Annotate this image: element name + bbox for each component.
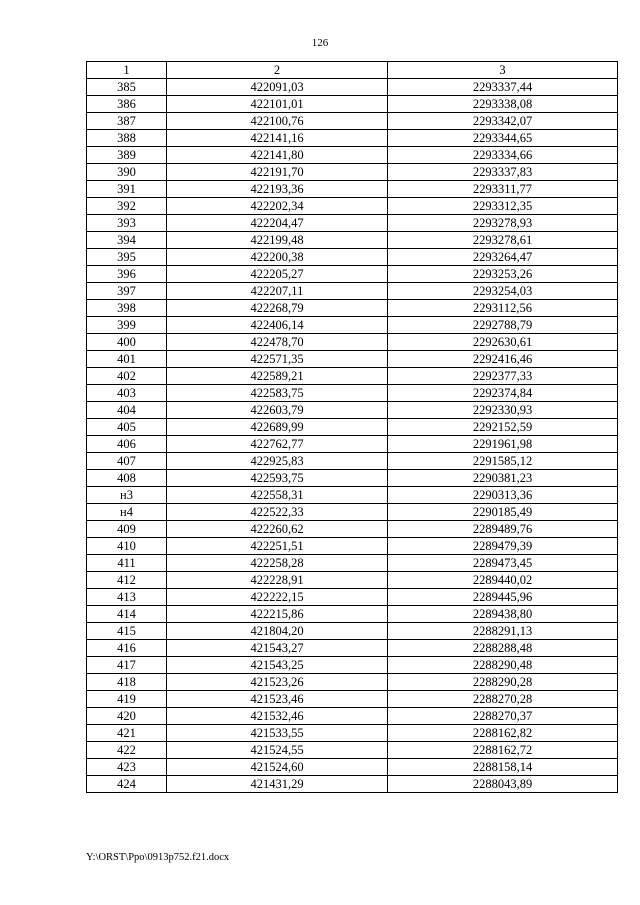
x-coordinate-cell: 422222,15 [167,589,388,606]
x-coordinate-cell: 422689,99 [167,419,388,436]
x-coordinate-cell: 422200,38 [167,249,388,266]
point-number-cell: 401 [87,351,167,368]
table-row [87,436,618,453]
y-coordinate-cell: 2288158,14 [388,759,618,776]
x-coordinate-cell: 422258,28 [167,555,388,572]
table-row [87,79,618,96]
point-number-cell: 396 [87,266,167,283]
x-coordinate-cell: 422406,14 [167,317,388,334]
y-coordinate-cell: 2291961,98 [388,436,618,453]
y-coordinate-cell: 2290381,23 [388,470,618,487]
table-row [87,113,618,130]
y-coordinate-cell: 2292377,33 [388,368,618,385]
point-number-cell: 387 [87,113,167,130]
y-coordinate-cell: 2293337,83 [388,164,618,181]
y-coordinate-cell: 2292630,61 [388,334,618,351]
x-coordinate-cell: 421804,20 [167,623,388,640]
table-row [87,589,618,606]
table-row [87,470,618,487]
y-coordinate-cell: 2293312,35 [388,198,618,215]
table-row [87,164,618,181]
y-coordinate-cell: 2293112,56 [388,300,618,317]
table-row [87,759,618,776]
table-row [87,708,618,725]
point-number-cell: 414 [87,606,167,623]
table-row [87,181,618,198]
table-row [87,317,618,334]
x-coordinate-cell: 422101,01 [167,96,388,113]
table-row [87,368,618,385]
point-number-cell: 421 [87,725,167,742]
point-number-cell: 400 [87,334,167,351]
table-row [87,266,618,283]
table-row [87,674,618,691]
y-coordinate-cell: 2289473,45 [388,555,618,572]
table-row [87,555,618,572]
table-row [87,96,618,113]
table-row [87,249,618,266]
x-coordinate-cell: 422191,70 [167,164,388,181]
x-coordinate-cell: 422478,70 [167,334,388,351]
table-row [87,283,618,300]
table-row [87,402,618,419]
x-coordinate-cell: 422268,79 [167,300,388,317]
point-number-cell: 406 [87,436,167,453]
x-coordinate-cell: 422100,76 [167,113,388,130]
x-coordinate-cell: 422215,86 [167,606,388,623]
point-number-cell: 393 [87,215,167,232]
x-coordinate-cell: 422193,36 [167,181,388,198]
x-coordinate-cell: 422925,83 [167,453,388,470]
point-number-cell: 413 [87,589,167,606]
table-row [87,572,618,589]
table-row [87,215,618,232]
table-row [87,504,618,521]
y-coordinate-cell: 2293337,44 [388,79,618,96]
table-row [87,776,618,793]
y-coordinate-cell: 2288291,13 [388,623,618,640]
x-coordinate-cell: 422251,51 [167,538,388,555]
y-coordinate-cell: 2293254,03 [388,283,618,300]
column-header-1: 1 [87,62,167,79]
x-coordinate-cell: 422091,03 [167,79,388,96]
point-number-cell: 403 [87,385,167,402]
point-number-cell: 390 [87,164,167,181]
point-number-cell: н3 [87,487,167,504]
point-number-cell: 411 [87,555,167,572]
point-number-cell: 385 [87,79,167,96]
y-coordinate-cell: 2289479,39 [388,538,618,555]
x-coordinate-cell: 422141,16 [167,130,388,147]
x-coordinate-cell: 422199,48 [167,232,388,249]
x-coordinate-cell: 422762,77 [167,436,388,453]
x-coordinate-cell: 422589,21 [167,368,388,385]
x-coordinate-cell: 422558,31 [167,487,388,504]
point-number-cell: 395 [87,249,167,266]
x-coordinate-cell: 421524,55 [167,742,388,759]
point-number-cell: н4 [87,504,167,521]
point-number-cell: 389 [87,147,167,164]
y-coordinate-cell: 2289440,02 [388,572,618,589]
table-row [87,538,618,555]
x-coordinate-cell: 422207,11 [167,283,388,300]
y-coordinate-cell: 2288270,28 [388,691,618,708]
point-number-cell: 420 [87,708,167,725]
point-number-cell: 399 [87,317,167,334]
point-number-cell: 416 [87,640,167,657]
y-coordinate-cell: 2289438,80 [388,606,618,623]
x-coordinate-cell: 422141,80 [167,147,388,164]
point-number-cell: 404 [87,402,167,419]
table-row [87,419,618,436]
y-coordinate-cell: 2293278,61 [388,232,618,249]
table-row [87,334,618,351]
point-number-cell: 410 [87,538,167,555]
y-coordinate-cell: 2293253,26 [388,266,618,283]
table-row [87,453,618,470]
y-coordinate-cell: 2289489,76 [388,521,618,538]
point-number-cell: 397 [87,283,167,300]
point-number-cell: 408 [87,470,167,487]
table-header-row [87,62,618,79]
point-number-cell: 407 [87,453,167,470]
x-coordinate-cell: 422603,79 [167,402,388,419]
table-row [87,691,618,708]
table-row [87,725,618,742]
y-coordinate-cell: 2290313,36 [388,487,618,504]
point-number-cell: 405 [87,419,167,436]
page-number: 126 [311,37,329,49]
y-coordinate-cell: 2288270,37 [388,708,618,725]
y-coordinate-cell: 2288288,48 [388,640,618,657]
y-coordinate-cell: 2292374,84 [388,385,618,402]
y-coordinate-cell: 2292330,93 [388,402,618,419]
x-coordinate-cell: 422202,34 [167,198,388,215]
x-coordinate-cell: 421523,26 [167,674,388,691]
point-number-cell: 422 [87,742,167,759]
table-row [87,487,618,504]
y-coordinate-cell: 2293264,47 [388,249,618,266]
table-body [87,79,618,793]
y-coordinate-cell: 2288290,28 [388,674,618,691]
table-row [87,640,618,657]
y-coordinate-cell: 2293342,07 [388,113,618,130]
x-coordinate-cell: 421524,60 [167,759,388,776]
x-coordinate-cell: 421543,27 [167,640,388,657]
table-row [87,300,618,317]
point-number-cell: 394 [87,232,167,249]
table-row [87,623,618,640]
point-number-cell: 424 [87,776,167,793]
column-header-2: 2 [167,62,388,79]
table-row [87,606,618,623]
point-number-cell: 391 [87,181,167,198]
point-number-cell: 412 [87,572,167,589]
x-coordinate-cell: 422583,75 [167,385,388,402]
point-number-cell: 409 [87,521,167,538]
file-path-footer: Y:\ORST\Ppo\0913p752.f21.docx [86,852,230,863]
y-coordinate-cell: 2293334,66 [388,147,618,164]
x-coordinate-cell: 421543,25 [167,657,388,674]
y-coordinate-cell: 2288043,89 [388,776,618,793]
y-coordinate-cell: 2293311,77 [388,181,618,198]
table-row [87,521,618,538]
x-coordinate-cell: 422204,47 [167,215,388,232]
point-number-cell: 392 [87,198,167,215]
table-row [87,657,618,674]
x-coordinate-cell: 421523,46 [167,691,388,708]
y-coordinate-cell: 2293278,93 [388,215,618,232]
point-number-cell: 418 [87,674,167,691]
point-number-cell: 423 [87,759,167,776]
table-row [87,232,618,249]
x-coordinate-cell: 421431,29 [167,776,388,793]
y-coordinate-cell: 2292788,79 [388,317,618,334]
y-coordinate-cell: 2289445,96 [388,589,618,606]
x-coordinate-cell: 421533,55 [167,725,388,742]
y-coordinate-cell: 2290185,49 [388,504,618,521]
x-coordinate-cell: 422228,91 [167,572,388,589]
x-coordinate-cell: 422593,75 [167,470,388,487]
x-coordinate-cell: 422522,33 [167,504,388,521]
point-number-cell: 415 [87,623,167,640]
y-coordinate-cell: 2288162,72 [388,742,618,759]
table-row [87,130,618,147]
point-number-cell: 388 [87,130,167,147]
point-number-cell: 417 [87,657,167,674]
y-coordinate-cell: 2292416,46 [388,351,618,368]
point-number-cell: 386 [87,96,167,113]
y-coordinate-cell: 2292152,59 [388,419,618,436]
point-number-cell: 398 [87,300,167,317]
table-row [87,147,618,164]
y-coordinate-cell: 2288162,82 [388,725,618,742]
point-number-cell: 402 [87,368,167,385]
x-coordinate-cell: 421532,46 [167,708,388,725]
table-row [87,385,618,402]
point-number-cell: 419 [87,691,167,708]
x-coordinate-cell: 422571,35 [167,351,388,368]
table-row [87,351,618,368]
y-coordinate-cell: 2293338,08 [388,96,618,113]
y-coordinate-cell: 2293344,65 [388,130,618,147]
x-coordinate-cell: 422205,27 [167,266,388,283]
y-coordinate-cell: 2291585,12 [388,453,618,470]
y-coordinate-cell: 2288290,48 [388,657,618,674]
x-coordinate-cell: 422260,62 [167,521,388,538]
coordinates-table [86,61,618,793]
table-row [87,742,618,759]
table-row [87,198,618,215]
column-header-3: 3 [388,62,618,79]
